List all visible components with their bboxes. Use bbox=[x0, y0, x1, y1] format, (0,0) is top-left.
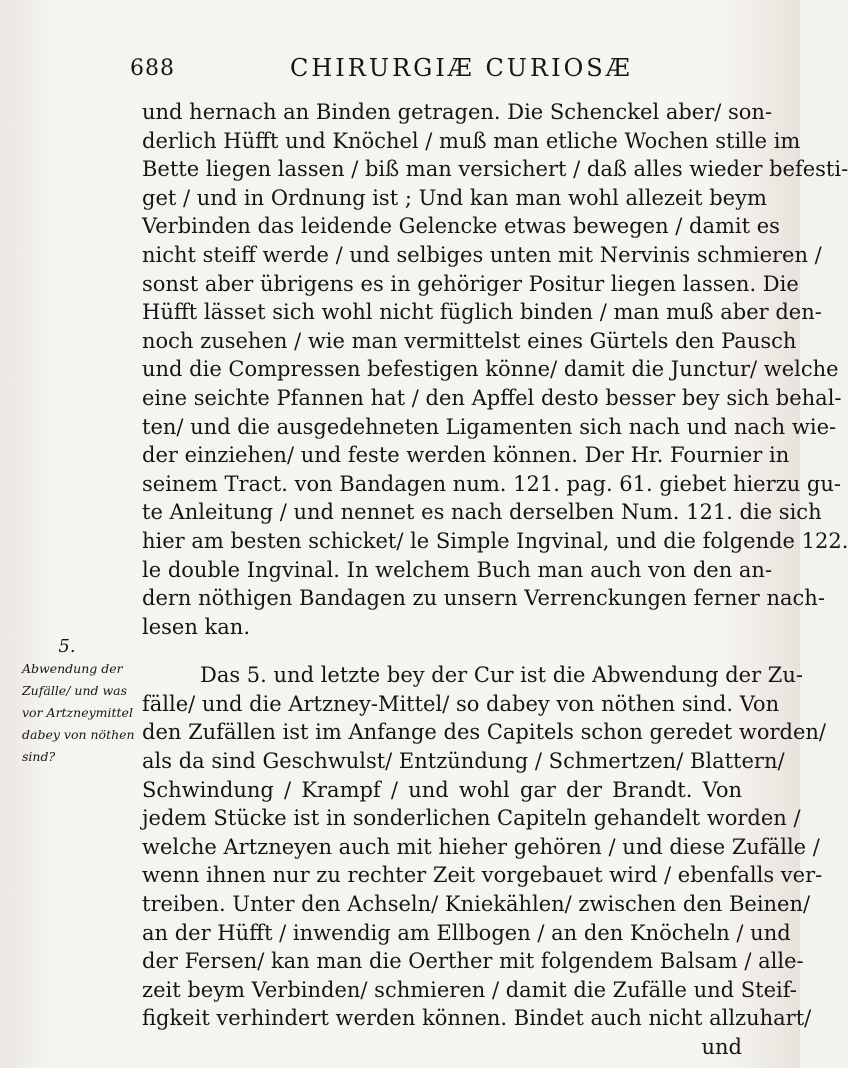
text-line: Das 5. und letzte bey der Cur ist die Abwendung der Zu- bbox=[200, 663, 803, 688]
paragraph-spacer bbox=[142, 641, 742, 661]
marginal-note-line: Zufälle/ und was bbox=[22, 683, 128, 698]
marginal-note bbox=[22, 636, 142, 768]
text-line: jedem Stücke ist in sonderlichen Capiteln gehandelt worden / bbox=[142, 806, 801, 831]
page-number: 688 bbox=[130, 56, 175, 81]
text-line: hier am besten schicket/ le Simple Ingvinal, und die folgende 122. bbox=[142, 528, 848, 553]
text-line: als da sind Geschwulst/ Entzündung / Schmertzen/ Blattern/ bbox=[142, 749, 785, 774]
text-line: sonst aber übrigens es in gehöriger Positur liegen lassen. Die bbox=[142, 271, 799, 296]
text-line: eine seichte Pfannen hat / den Apffel desto besser bey sich behal- bbox=[142, 385, 842, 410]
text-line: und die Compressen befestigen könne/ damit die Junctur/ welche bbox=[142, 357, 839, 382]
marginal-note-line: dabey von nöthen bbox=[22, 727, 135, 742]
marginal-note-line: Abwendung der bbox=[22, 661, 123, 676]
text-line: zeit beym Verbinden/ schmieren / damit die Zufälle und Steif- bbox=[142, 977, 797, 1002]
text-line: an der Hüfft / inwendig am Ellbogen / an den Knöcheln / und bbox=[142, 920, 791, 945]
text-line: welche Artzneyen auch mit hieher gehören / und diese Zufälle / bbox=[142, 834, 820, 859]
running-title: CHIRURGIÆ CURIOSÆ bbox=[290, 54, 633, 82]
text-line: Schwindung / Krampf / und wohl gar der Brandt. Von bbox=[142, 777, 742, 802]
main-text-block bbox=[142, 98, 848, 1062]
paragraph-1 bbox=[142, 98, 848, 641]
text-line: seinem Tract. von Bandagen num. 121. pag. 61. giebet hierzu gu- bbox=[142, 471, 841, 496]
text-line: der einziehen/ und feste werden können. Der Hr. Fournier in bbox=[142, 443, 790, 468]
text-line: lesen kan. bbox=[142, 614, 250, 639]
catchword: und bbox=[701, 1035, 742, 1059]
text-line: treiben. Unter den Achseln/ Kniekählen/ zwischen den Beinen/ bbox=[142, 892, 811, 917]
text-line: und hernach an Binden getragen. Die Schenckel aber/ son- bbox=[142, 100, 773, 124]
text-line: Verbinden das leidende Gelencke etwas bewegen / damit es bbox=[142, 214, 780, 239]
text-line: fälle/ und die Artzney-Mittel/ so dabey von nöthen sind. Von bbox=[142, 691, 780, 716]
text-line: get / und in Ordnung ist ; Und kan man wohl allezeit beym bbox=[142, 185, 767, 210]
marginal-note-number: 5. bbox=[58, 636, 76, 657]
text-line: wenn ihnen nur zu rechter Zeit vorgebauet wird / ebenfalls ver- bbox=[142, 863, 823, 888]
text-line: Hüfft lässet sich wohl nicht füglich binden / man muß aber den- bbox=[142, 300, 822, 325]
text-line: den Zufällen ist im Anfange des Capitels schon geredet worden/ bbox=[142, 720, 826, 745]
text-line: der Fersen/ kan man die Oerther mit folgendem Balsam / alle- bbox=[142, 949, 804, 974]
text-line: figkeit verhindert werden können. Bindet auch nicht allzuhart/ bbox=[142, 1006, 812, 1031]
text-line: Bette liegen lassen / biß man versichert / daß alles wieder befesti- bbox=[142, 157, 848, 182]
paragraph-2 bbox=[142, 661, 826, 1061]
text-line: ten/ und die ausgedehneten Ligamenten sich nach und nach wie- bbox=[142, 414, 837, 439]
text-line: te Anleitung / und nennet es nach derselben Num. 121. die sich bbox=[142, 500, 822, 525]
text-line: dern nöthigen Bandagen zu unsern Verrenckungen ferner nach- bbox=[142, 586, 825, 611]
marginal-note-line: sind? bbox=[22, 749, 56, 764]
marginal-note-line: vor Artzneymittel bbox=[22, 705, 133, 720]
text-line: nicht steiff werde / und selbiges unten mit Nervinis schmieren / bbox=[142, 242, 822, 267]
text-line: noch zusehen / wie man vermittelst eines Gürtels den Pausch bbox=[142, 328, 797, 353]
text-line: derlich Hüfft und Knöchel / muß man etliche Wochen stille im bbox=[142, 128, 801, 153]
page-header bbox=[0, 52, 800, 92]
text-line: le double Ingvinal. In welchem Buch man auch von den an- bbox=[142, 557, 773, 582]
